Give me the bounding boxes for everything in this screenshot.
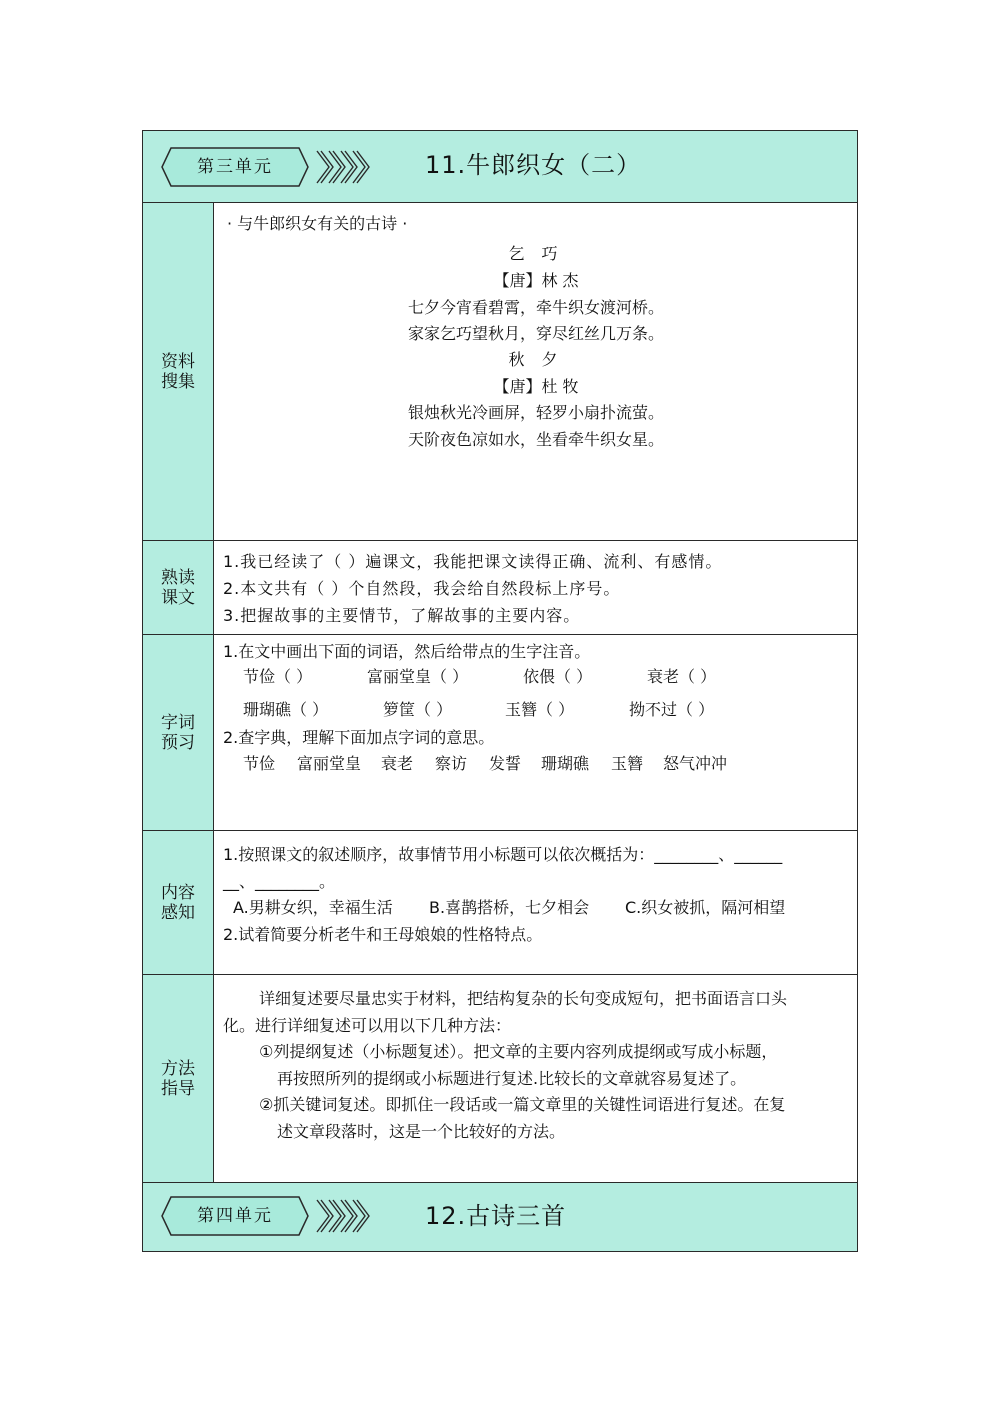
poem2-line1: 银烛秋光冷画屏，轻罗小扇扑流萤。 <box>407 403 664 422</box>
unit4-header <box>143 1183 857 1251</box>
vocab-word: 富丽堂皇（ ） <box>367 667 469 686</box>
chevrons-icon <box>315 149 375 185</box>
unit4-badge <box>161 1196 309 1236</box>
method-2-line1: ②抓关键词复述。即抓住一段话或一篇文章里的关键性词语进行复述。在复 <box>259 1095 786 1114</box>
vocab-word: 玉簪 <box>611 754 644 773</box>
materials-label-cell <box>143 203 214 540</box>
reading-item-2: 2.本文共有（ ）个自然段，我会给自然段标上序号。 <box>223 579 621 598</box>
unit3-badge <box>161 147 309 187</box>
poem2-author: 【唐】杜 牧 <box>493 377 579 396</box>
vocab-word: 珊瑚礁（ ） <box>243 700 329 719</box>
vocab-word: 察访 <box>435 754 468 773</box>
unit3-label: 第三单元 <box>197 157 273 177</box>
poem1-line2: 家家乞巧望秋月，穿尽红丝几万条。 <box>407 324 664 343</box>
lesson-title: 11.牛郎织女（二） <box>425 151 642 179</box>
materials-content <box>215 203 857 540</box>
reading-item-3: 3.把握故事的主要情节，了解故事的主要内容。 <box>223 606 581 625</box>
vocab-word: 富丽堂皇 <box>297 754 362 773</box>
vocab-word: 节俭（ ） <box>243 667 313 686</box>
vocab-section <box>143 635 857 831</box>
reading-label-cell <box>143 541 214 634</box>
method-label-cell <box>143 975 214 1182</box>
vocab-word: 拗不过（ ） <box>629 700 715 719</box>
vocab-word: 箩筐（ ） <box>383 700 453 719</box>
reading-item-1: 1.我已经读了（ ）遍课文，我能把课文读得正确、流利、有感情。 <box>223 552 723 571</box>
vocab-word: 怒气冲冲 <box>663 754 728 773</box>
unit3-header <box>143 131 857 203</box>
vocab-word: 衰老 <box>381 754 414 773</box>
content-q1-line1: 1.按照课文的叙述顺序，故事情节用小标题可以依次概括为：________、______ <box>223 845 783 864</box>
poem2-line2: 天阶夜色凉如水，坐看牵牛织女星。 <box>407 430 664 449</box>
materials-label: 资料搜集 <box>161 351 195 392</box>
content-section <box>143 831 857 975</box>
unit4-label: 第四单元 <box>197 1206 273 1226</box>
content-option-c: C.织女被抓，隔河相望 <box>625 898 786 917</box>
next-lesson-title: 12.古诗三首 <box>425 1202 567 1230</box>
vocab-task-2: 2.查字典，理解下面加点字词的意思。 <box>223 728 495 747</box>
poem1-line1: 七夕今宵看碧霄，牵牛织女渡河桥。 <box>407 298 664 317</box>
vocab-word: 依偎（ ） <box>523 667 593 686</box>
vocab-word: 发誓 <box>489 754 522 773</box>
method-section <box>143 975 857 1183</box>
vocab-word: 衰老（ ） <box>647 667 717 686</box>
method-intro-line2: 化。进行详细复述可以用以下几种方法： <box>223 1016 512 1035</box>
method-intro-line1: 详细复述要尽量忠实于材料，把结构复杂的长句变成短句，把书面语言口头 <box>259 989 788 1008</box>
chevrons-icon <box>315 1198 375 1234</box>
method-2-line2: 述文章段落时，这是一个比较好的方法。 <box>277 1122 566 1141</box>
reading-label: 熟读课文 <box>161 567 195 608</box>
vocab-word: 珊瑚礁 <box>541 754 590 773</box>
content-label-cell <box>143 831 214 974</box>
method-label: 方法指导 <box>161 1058 195 1099</box>
reading-section <box>143 541 857 635</box>
content-label: 内容感知 <box>161 882 195 923</box>
worksheet-table <box>142 130 858 1252</box>
vocab-task-1: 1.在文中画出下面的词语，然后给带点的生字注音。 <box>223 642 591 661</box>
content-option-a: A.男耕女织，幸福生活 <box>233 898 393 917</box>
poem2-title: 秋 夕 <box>508 350 564 369</box>
vocab-word: 玉簪（ ） <box>505 700 575 719</box>
content-option-b: B.喜鹊搭桥，七夕相会 <box>429 898 590 917</box>
materials-heading: · 与牛郎织女有关的古诗 · <box>227 214 408 233</box>
method-1-line1: ①列提纲复述（小标题复述）。把文章的主要内容列成提纲或写成小标题， <box>259 1042 778 1061</box>
vocab-label: 字词预习 <box>161 712 195 753</box>
poem1-title: 乞 巧 <box>508 244 564 263</box>
vocab-label-cell <box>143 635 214 830</box>
content-q2: 2.试着简要分析老牛和王母娘娘的性格特点。 <box>223 925 543 944</box>
poem1-author: 【唐】林 杰 <box>493 271 579 290</box>
materials-section <box>143 203 857 541</box>
vocab-word: 节俭 <box>243 754 276 773</box>
content-q1-line2: __、________。 <box>223 872 336 891</box>
method-1-line2: 再按照所列的提纲或小标题进行复述.比较长的文章就容易复述了。 <box>277 1069 747 1088</box>
